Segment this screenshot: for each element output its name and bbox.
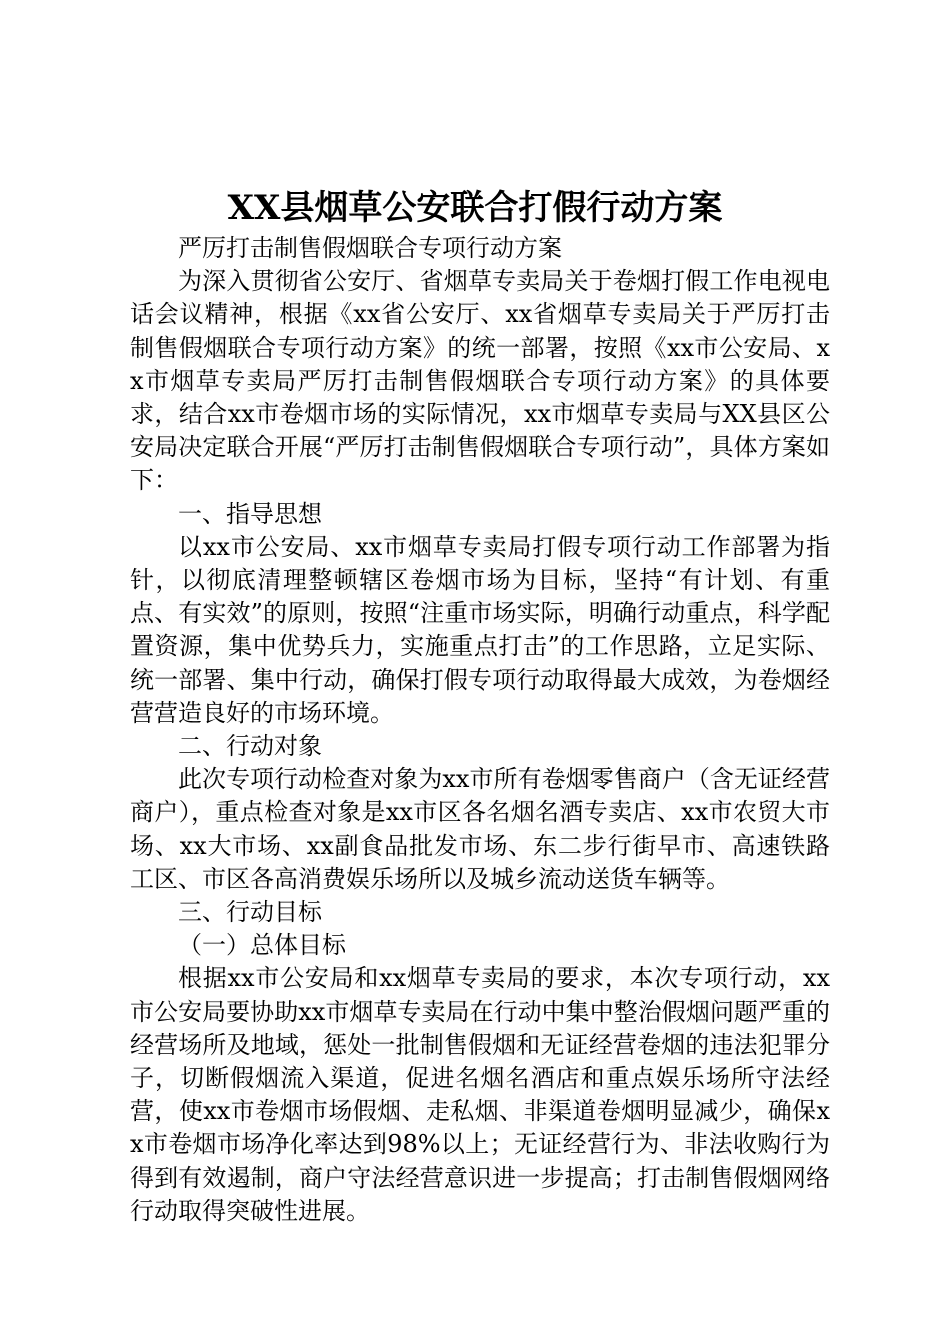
- section-heading-action-targets: 二、行动对象: [178, 732, 322, 761]
- action-targets-paragraph: 此次专项行动检查对象为xx市所有卷烟零售商户（含无证经营商户），重点检查对象是xx市区各名烟名酒专卖店、xx市农贸大市场、xx大市场、xx副食品批发市场、东二步行街早市、高速铁路工区、市区各高消费娱乐场所以及城乡流动送货车辆等。: [130, 765, 830, 893]
- subtitle-paragraph: 严厉打击制售假烟联合专项行动方案: [178, 234, 562, 262]
- guiding-ideology-paragraph: 以xx市公安局、xx市烟草专卖局打假专项行动工作部署为指针，以彻底清理整顿辖区卷烟市场为目标，坚持“有计划、有重点、有实效”的原则，按照“注重市场实际，明确行动重点，科学配置资源，集中优势兵力，实施重点打击”的工作思路，立足实际、统一部署、集中行动，确保打假专项行动取得最大成效，为卷烟经营营造良好的市场环境。: [130, 532, 830, 727]
- document-title: XX县烟草公安联合打假行动方案: [227, 188, 723, 228]
- overall-goal-paragraph: 根据xx市公安局和xx烟草专卖局的要求，本次专项行动，xx市公安局要协助xx市烟草专卖局在行动中集中整治假烟问题严重的经营场所及地域，惩处一批制售假烟和无证经营卷烟的违法犯罪分子，切断假烟流入渠道，促进名烟名酒店和重点娱乐场所守法经营，使xx市卷烟市场假烟、走私烟、非渠道卷烟明显减少，确保xx市卷烟市场净化率达到98%以上；无证经营行为、非法收购行为得到有效遏制，商户守法经营意识进一步提高；打击制售假烟网络行动取得突破性进展。: [130, 964, 830, 1225]
- document-body: [130, 232, 830, 1228]
- section-heading-action-goals: 三、行动目标: [178, 898, 322, 927]
- section-heading-guiding-ideology: 一、指导思想: [178, 499, 322, 528]
- subsection-heading-overall-goal: （一）总体目标: [178, 931, 346, 960]
- intro-paragraph: 为深入贯彻省公安厅、省烟草专卖局关于卷烟打假工作电视电话会议精神，根据《xx省公安厅、xx省烟草专卖局关于严厉打击制售假烟联合专项行动方案》的统一部署，按照《xx市公安局、xx市烟草专卖局严厉打击制售假烟联合专项行动方案》的具体要求，结合xx市卷烟市场的实际情况，xx市烟草专卖局与XX县区公安局决定联合开展“严厉打击制售假烟联合专项行动”，具体方案如下：: [130, 267, 830, 495]
